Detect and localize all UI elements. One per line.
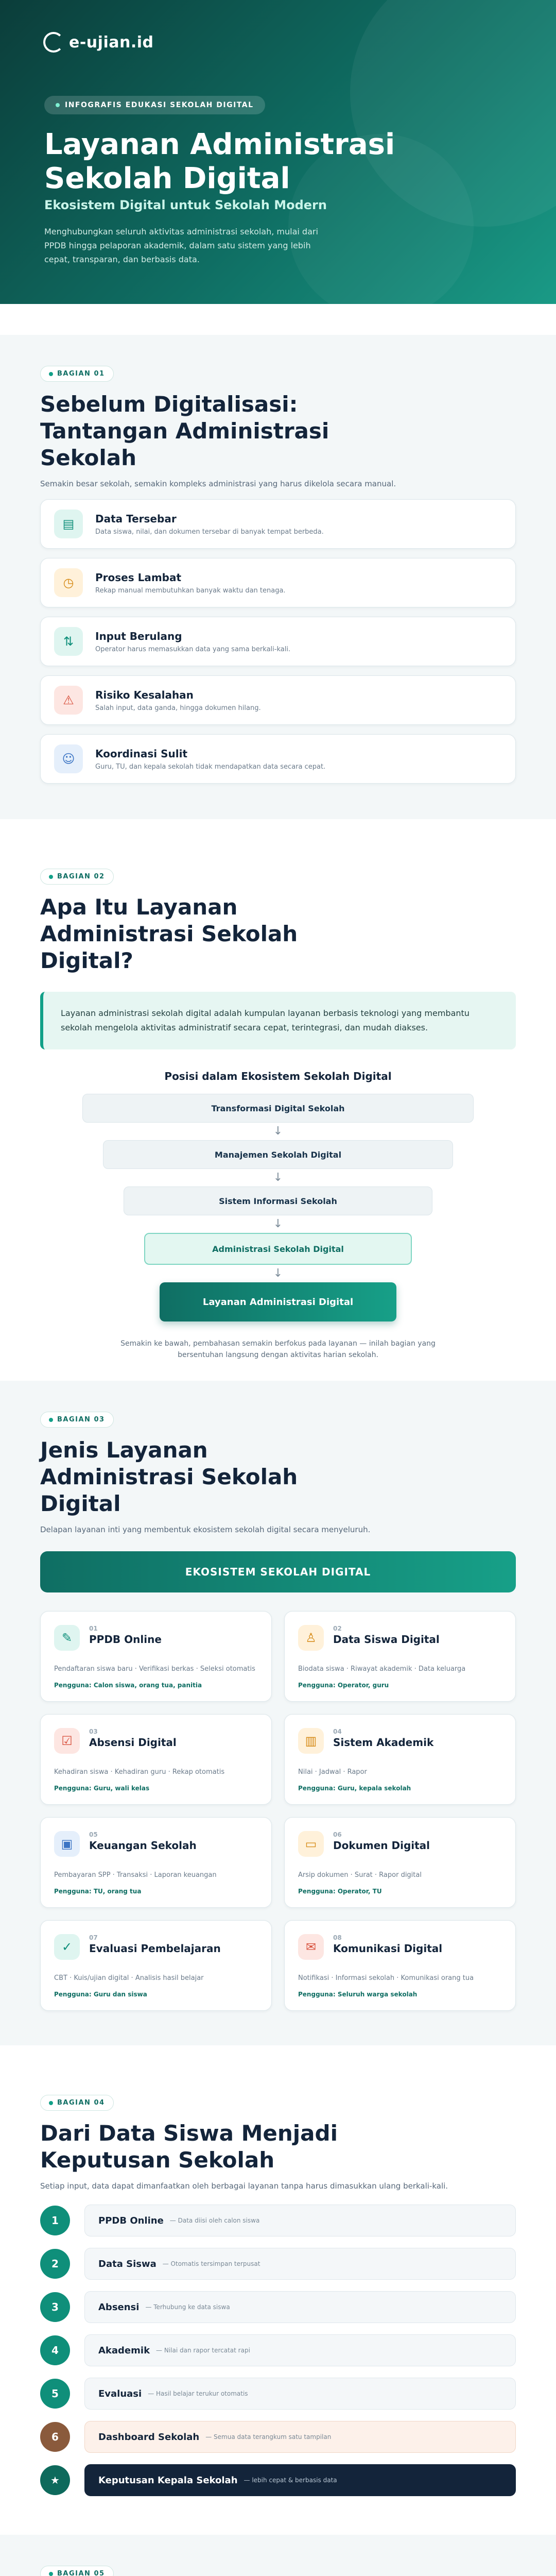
service-desc: CBT · Kuis/ujian digital · Analisis hasil belajar (54, 1974, 204, 1982)
dot-icon (49, 875, 53, 879)
wallet-icon: ▣ (54, 1831, 80, 1857)
flow-step (40, 2464, 516, 2496)
service-title: Evaluasi Pembelajaran (89, 1942, 221, 1955)
challenge-list (40, 499, 516, 784)
logo (43, 32, 153, 53)
challenge-card (40, 734, 516, 784)
chart-icon: ▥ (298, 1728, 324, 1754)
section-flow (0, 2071, 556, 2509)
checklist-icon: ☑ (54, 1728, 80, 1754)
step-box (84, 2334, 516, 2366)
step-desc: — Terhubung ke data siswa (145, 2303, 230, 2311)
service-desc: Arsip dokumen · Surat · Rapor digital (298, 1871, 422, 1879)
challenge-title: Proses Lambat (95, 571, 182, 584)
service-number: 08 (333, 1934, 342, 1941)
section-badge (40, 2566, 114, 2576)
step-box (84, 2205, 516, 2236)
challenge-desc: Data siswa, nilai, dan dokumen tersebar di banyak tempat berbeda. (95, 528, 324, 536)
hero-description: Menghubungkan seluruh aktivitas administrasi sekolah, mulai dari PPDB hingga pelaporan akademik, dalam satu sistem yang lebih cepat, transparan, dan berbasis data. (44, 227, 318, 264)
step-number: 5 (40, 2379, 70, 2409)
challenge-card (40, 675, 516, 725)
clock-icon: ◷ (54, 568, 83, 597)
service-title: Dokumen Digital (333, 1839, 430, 1852)
section-badge (40, 2095, 114, 2111)
service-title: Keuangan Sekolah (89, 1839, 197, 1852)
service-title: Data Siswa Digital (333, 1633, 440, 1646)
document-icon: ▤ (54, 510, 83, 538)
challenge-desc: Guru, TU, dan kepala sekolah tidak mendapatkan data secara cepat. (95, 762, 326, 771)
flow-step (40, 2421, 516, 2453)
service-number: 02 (333, 1625, 342, 1632)
flow-step (40, 2248, 516, 2280)
star-icon: ★ (40, 2465, 70, 2495)
hero (0, 0, 556, 304)
challenge-desc: Salah input, data ganda, hingga dokumen hilang. (95, 704, 261, 712)
challenge-title: Koordinasi Sulit (95, 747, 188, 760)
service-card (284, 1714, 516, 1805)
step-box (84, 2421, 516, 2453)
warning-icon: ⚠ (54, 686, 83, 715)
dot-icon (49, 1418, 53, 1422)
challenge-title: Input Berulang (95, 630, 182, 642)
section-challenges (0, 335, 556, 819)
service-card (40, 1817, 272, 1908)
section-services (0, 1381, 556, 2045)
section-badge-label: BAGIAN 02 (57, 873, 105, 880)
service-card (284, 1611, 516, 1702)
service-number: 05 (89, 1831, 98, 1838)
step-desc: — Hasil belajar terukur otomatis (148, 2390, 248, 2397)
service-number: 07 (89, 1934, 98, 1941)
flow-step (40, 2205, 516, 2236)
section-benefits (0, 2535, 556, 2576)
step-desc: — lebih cepat & berbasis data (244, 2477, 337, 2484)
logo-text: e-ujian.id (69, 33, 154, 52)
service-grid (40, 1611, 516, 2011)
service-users: Pengguna: TU, orang tua (54, 1888, 142, 1895)
dot-icon (49, 372, 53, 376)
flow-step (40, 2334, 516, 2366)
step-number: 3 (40, 2292, 70, 2322)
ecosystem-bar: EKOSISTEM SEKOLAH DIGITAL (40, 1551, 516, 1592)
definition-quote: Layanan administrasi sekolah digital adalah kumpulan layanan berbasis teknologi yang membantu sekolah mengelola aktivitas administratif secara cepat, terintegrasi, dan mudah diakses. (40, 992, 516, 1049)
section-title: Apa Itu Layanan Administrasi Sekolah Digital? (40, 894, 298, 973)
step-number: 4 (40, 2335, 70, 2365)
hero-badge (44, 96, 265, 114)
section-subtitle: Semakin besar sekolah, semakin kompleks administrasi yang harus dikelola secara manual. (40, 479, 396, 488)
section-definition (0, 845, 556, 1359)
step-box (84, 2248, 516, 2280)
section-badge (40, 366, 114, 382)
stack-caption: Semakin ke bawah, pembahasan semakin berfokus pada layanan — inilah bagian yang bersentuhan langsung dengan aktivitas harian sekolah. (120, 1340, 436, 1359)
section-subtitle: Setiap input, data dapat dimanfaatkan oleh berbagai layanan tanpa harus dimasukkan ulang berkali-kali. (40, 2181, 448, 2191)
dot-icon (49, 2101, 53, 2105)
service-number: 04 (333, 1728, 342, 1735)
section-badge-label: BAGIAN 01 (57, 370, 105, 378)
section-badge-label: BAGIAN 04 (57, 2099, 105, 2107)
service-desc: Pembayaran SPP · Transaksi · Laporan keuangan (54, 1871, 217, 1879)
section-badge-label: BAGIAN 05 (57, 2570, 105, 2576)
service-number: 03 (89, 1728, 98, 1735)
step-number: 2 (40, 2249, 70, 2279)
service-desc: Biodata siswa · Riwayat akademik · Data keluarga (298, 1665, 466, 1673)
step-title: Keputusan Kepala Sekolah (98, 2475, 238, 2486)
service-title: PPDB Online (89, 1633, 162, 1646)
step-box (84, 2378, 516, 2410)
arrow-down-icon: ↓ (273, 1125, 283, 1138)
step-title: Data Siswa (98, 2258, 157, 2269)
service-number: 06 (333, 1831, 342, 1838)
flow-step (40, 2378, 516, 2410)
challenge-title: Risiko Kesalahan (95, 688, 194, 701)
service-desc: Notifikasi · Informasi sekolah · Komunikasi orang tua (298, 1974, 474, 1982)
step-desc: — Otomatis tersimpan terpusat (162, 2260, 260, 2267)
service-card (40, 1714, 272, 1805)
arrow-down-icon: ↓ (273, 1217, 283, 1230)
step-number: 6 (40, 2422, 70, 2452)
challenge-card (40, 617, 516, 666)
arrow-down-icon: ↓ (273, 1267, 283, 1280)
dot-icon (56, 103, 60, 107)
section-title: Jenis Layanan Administrasi Sekolah Digital (40, 1437, 298, 1516)
section-subtitle: Delapan layanan inti yang membentuk ekosistem sekolah digital secara menyeluruh. (40, 1525, 371, 1534)
service-card (284, 1817, 516, 1908)
service-desc: Nilai · Jadwal · Rapor (298, 1768, 367, 1776)
service-title: Absensi Digital (89, 1736, 177, 1749)
section-title: Dari Data Siswa Menjadi Keputusan Sekolah (40, 2121, 338, 2173)
layer-box: Sistem Informasi Sekolah (124, 1187, 432, 1215)
exam-icon: ✓ (54, 1934, 80, 1960)
step-title: Absensi (98, 2301, 140, 2313)
position-title: Posisi dalam Ekosistem Sekolah Digital (164, 1070, 392, 1082)
flow-step (40, 2291, 516, 2323)
service-card (40, 1920, 272, 2011)
challenge-desc: Operator harus memasukkan data yang sama berkali-kali. (95, 645, 291, 653)
service-number: 01 (89, 1625, 98, 1632)
challenge-card (40, 558, 516, 607)
service-users: Pengguna: Operator, guru (298, 1682, 389, 1689)
chat-icon: ✉ (298, 1934, 324, 1960)
dot-icon (49, 2572, 53, 2576)
step-number: 1 (40, 2206, 70, 2235)
step-desc: — Semua data terangkum satu tampilan (205, 2433, 332, 2441)
service-card (284, 1920, 516, 2011)
people-icon: ☺ (54, 744, 83, 773)
step-title: PPDB Online (98, 2215, 164, 2226)
service-users: Pengguna: Guru dan siswa (54, 1991, 147, 1998)
ecosystem-stack (40, 1094, 516, 1321)
repeat-icon: ⇅ (54, 627, 83, 656)
challenge-title: Data Tersebar (95, 512, 177, 525)
form-icon: ✎ (54, 1625, 80, 1651)
service-title: Sistem Akademik (333, 1736, 434, 1749)
arrow-down-icon: ↓ (273, 1171, 283, 1184)
step-box (84, 2464, 516, 2496)
logo-icon (43, 32, 64, 53)
service-card (40, 1611, 272, 1702)
layer-box: Transformasi Digital Sekolah (82, 1094, 474, 1123)
service-users: Pengguna: Guru, wali kelas (54, 1785, 150, 1792)
hero-title: Layanan Administrasi Sekolah Digital (44, 128, 395, 195)
service-desc: Kehadiran siswa · Kehadiran guru · Rekap otomatis (54, 1768, 225, 1776)
layer-box: Manajemen Sekolah Digital (103, 1140, 453, 1169)
step-desc: — Nilai dan rapor tercatat rapi (156, 2347, 250, 2354)
folder-icon: ▭ (298, 1831, 324, 1857)
service-desc: Pendaftaran siswa baru · Verifikasi berkas · Seleksi otomatis (54, 1665, 255, 1673)
section-title: Sebelum Digitalisasi: Tantangan Administrasi Sekolah (40, 392, 329, 470)
step-box (84, 2291, 516, 2323)
service-users: Pengguna: Operator, TU (298, 1888, 382, 1895)
step-title: Akademik (98, 2345, 150, 2356)
step-desc: — Data diisi oleh calon siswa (169, 2217, 260, 2224)
challenge-card (40, 499, 516, 549)
section-badge-label: BAGIAN 03 (57, 1416, 105, 1423)
step-title: Evaluasi (98, 2388, 142, 2399)
service-users: Pengguna: Guru, kepala sekolah (298, 1785, 411, 1792)
layer-box-highlight: Administrasi Sekolah Digital (144, 1233, 412, 1265)
hero-badge-label: INFOGRAFIS EDUKASI SEKOLAH DIGITAL (65, 101, 254, 109)
section-badge (40, 869, 114, 885)
section-badge (40, 1412, 114, 1428)
hero-subtitle: Ekosistem Digital untuk Sekolah Modern (44, 198, 327, 212)
service-title: Komunikasi Digital (333, 1942, 443, 1955)
layer-box-main: Layanan Administrasi Digital (160, 1282, 396, 1321)
flow-list (40, 2205, 516, 2496)
service-users: Pengguna: Calon siswa, orang tua, panitia (54, 1682, 202, 1689)
step-title: Dashboard Sekolah (98, 2431, 200, 2443)
service-users: Pengguna: Seluruh warga sekolah (298, 1991, 418, 1998)
student-icon: ♙ (298, 1625, 324, 1651)
challenge-desc: Rekap manual membutuhkan banyak waktu dan tenaga. (95, 586, 286, 595)
